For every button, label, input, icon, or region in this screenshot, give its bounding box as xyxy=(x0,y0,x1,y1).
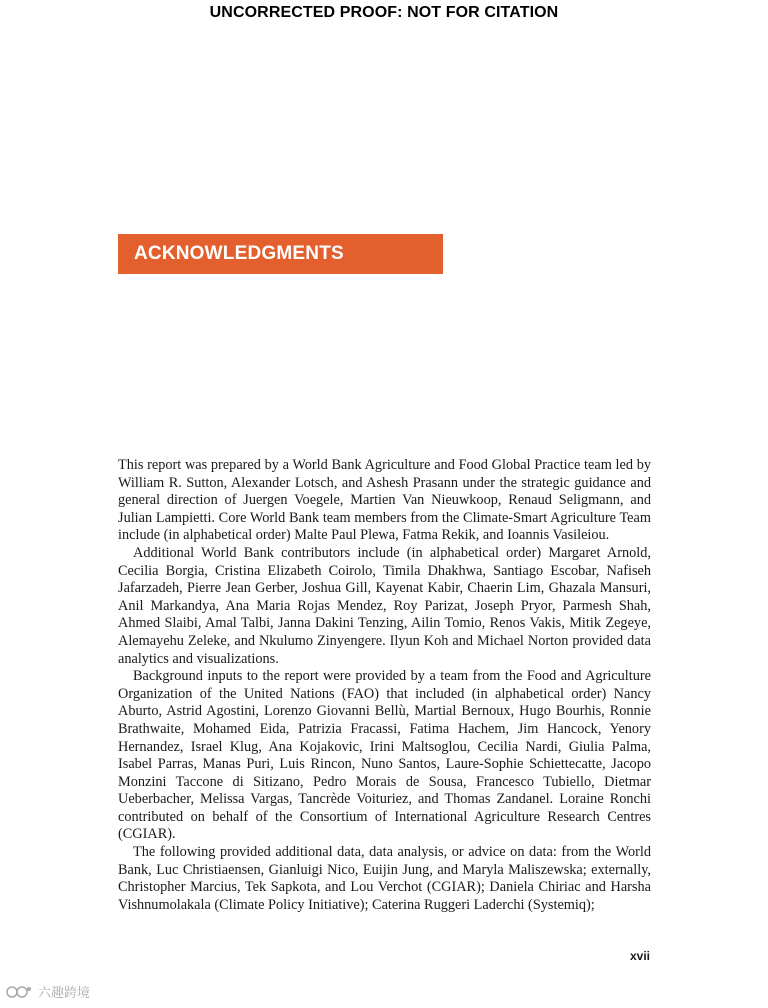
watermark-logo-icon xyxy=(6,984,34,1000)
paragraph-2: Additional World Bank contributors include (in alphabetical order) Margaret Arnold, Cecilia Borgia, Cristina Elizabeth Coirolo, Timila Dhakhwa, Santiago Escobar, Nafiseh Jafarzadeh, Pierre Jean Gerber, Joshua Gill, Kayenat Kabir, Chaerin Lim, Ghazala Mansuri, Anil Markandya, Ana Maria Rojas Mendez, Roy Parizat, Joseph Pryor, Parmesh Shah, Ahmed Slaibi, Amal Talbi, Janna Dakini Tenzing, Ailin Tomio, Renos Vakis, Mitik Zegeye, Alemayehu Zeleke, and Nkulumo Zinyengere. Ilyun Koh and Michael Norton provided data analytics and visualizations. xyxy=(118,544,651,667)
watermark-text: 六趣跨境 xyxy=(38,986,91,1001)
paragraph-1: This report was prepared by a World Bank Agriculture and Food Global Practice team led by William R. Sutton, Alexander Lotsch, and Ashesh Prasann under the strategic guidance and general direction of Juergen Voegele, Martien Van Nieuwkoop, Renaud Seligmann, and Julian Lampietti. Core World Bank team members from the Climate-Smart Agriculture Team include (in alphabetical order) Malte Paul Plewa, Fatma Rekik, and Ioannis Vasileiou. xyxy=(118,457,651,544)
proof-notice: UNCORRECTED PROOF: NOT FOR CITATION xyxy=(209,4,559,21)
page-number: xvii xyxy=(629,949,650,963)
section-title-bar xyxy=(118,234,443,274)
watermark xyxy=(6,982,90,1001)
body-text xyxy=(118,457,651,914)
paragraph-3: Background inputs to the report were provided by a team from the Food and Agriculture Organization of the United Nations (FAO) that included (in alphabetical order) Nancy Aburto, Astrid Agostini, Lorenzo Giovanni Bellù, Martial Bernoux, Hugo Bourhis, Ronnie Brathwaite, Mohamed Eida, Patrizia Fracassi, Fatima Hachem, Jim Hancock, Yenory Hernandez, Israel Klug, Ana Kojakovic, Irini Maltsoglou, Cecilia Nardi, Giulia Palma, Isabel Parras, Manas Puri, Luis Rincon, Nuno Santos, Laure-Sophie Schiettecatte, Jacopo Monzini Taccone di Sitizano, Pedro Morais de Sousa, Francesco Tubiello, Dietmar Ueberbacher, Melissa Vargas, Tancrède Voituriez, and Thomas Zandanel. Loraine Ronchi contributed on behalf of the Consortium of International Agriculture Research Centres (CGIAR). xyxy=(118,668,651,843)
section-title: ACKNOWLEDGMENTS xyxy=(134,243,344,264)
paragraph-4: The following provided additional data, data analysis, or advice on data: from the World Bank, Luc Christiaensen, Gianluigi Nico, Euijin Jung, and Maryla Maliszewska; externally, Christopher Marcius, Tek Sapkota, and Lou Verchot (CGIAR); Daniela Chiriac and Harsha Vishnumolakala (Climate Policy Initiative); Caterina Ruggeri Laderchi (Systemiq); xyxy=(118,844,651,913)
